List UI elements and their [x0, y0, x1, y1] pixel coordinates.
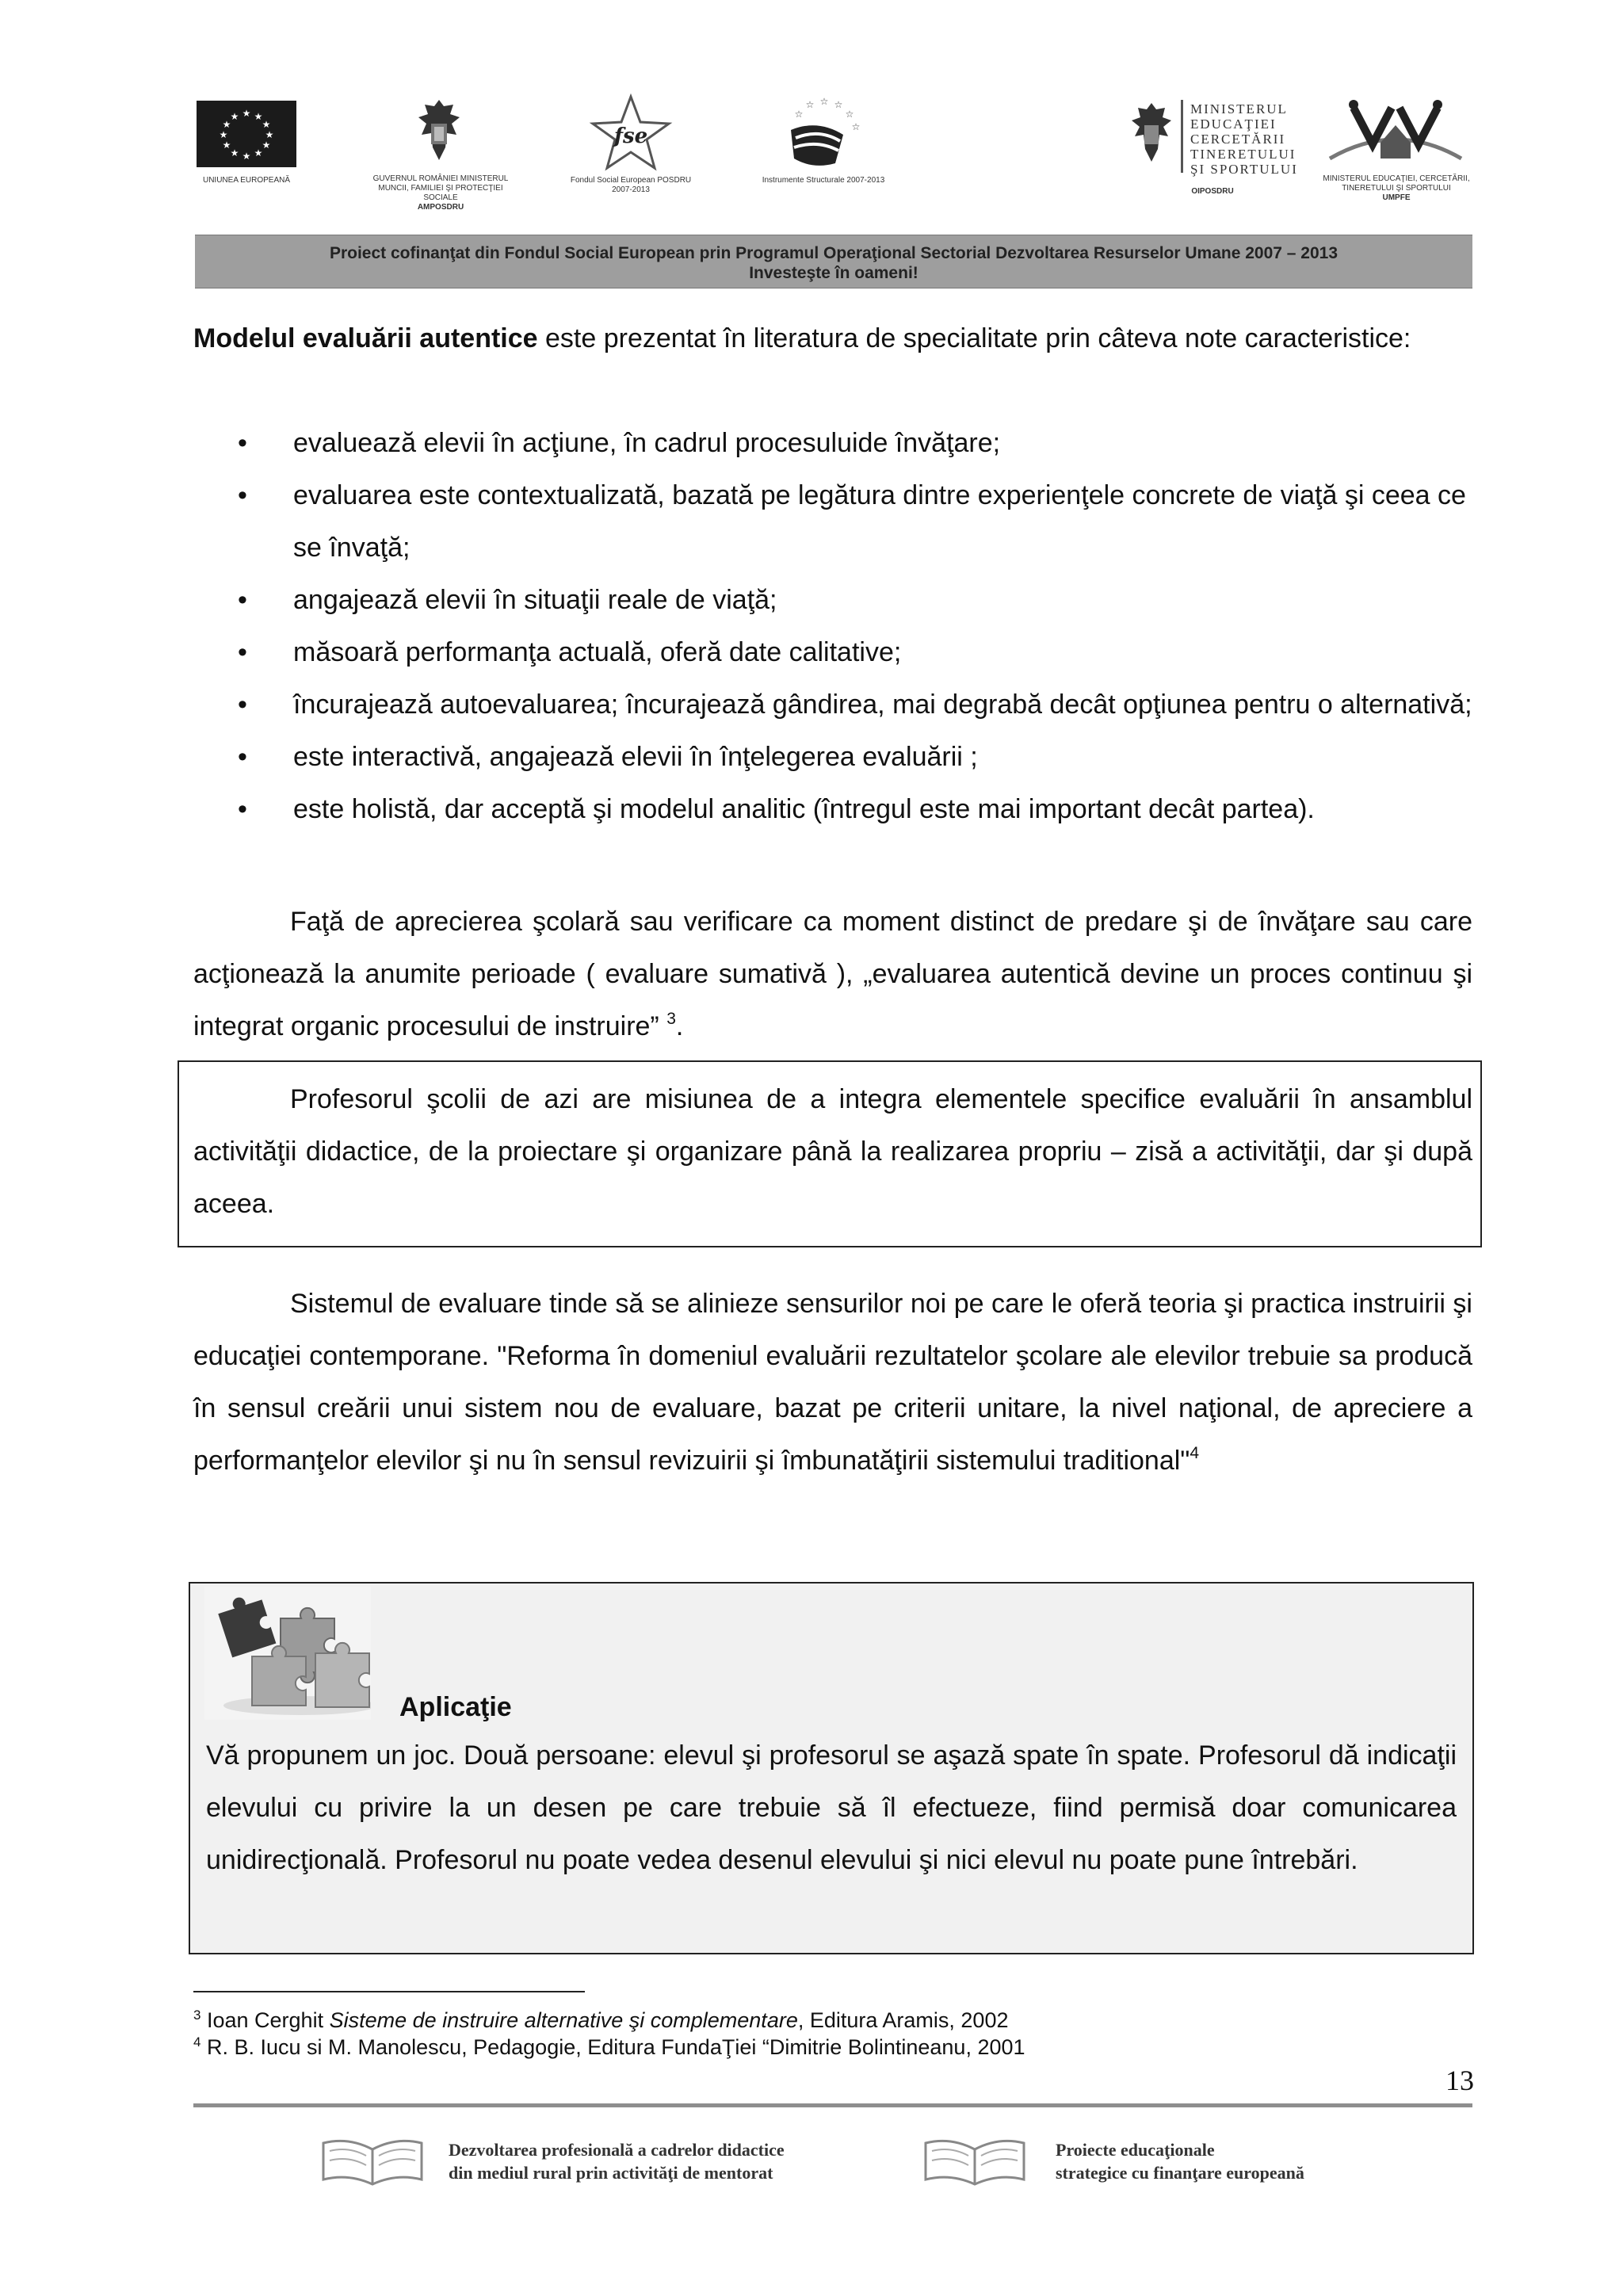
list-item: • încurajează autoevaluarea; încurajează gândirea, mai degrabă decât opţiunea pentru o alternativă; [238, 678, 1474, 731]
puzzle-pieces-icon [204, 1587, 371, 1720]
list-item: • evaluează elevii în acţiune, în cadrul procesuluide învăţare; [238, 417, 1474, 469]
paragraph-authentic-evaluation: Faţă de aprecierea şcolară sau verificare ca moment distinct de predare şi de învăţare sau care acţionează la anumite perioade ( evaluare sumativă ), „evaluarea autentică devine un proces continuu şi integrat organic procesului de instruire” $^3$. [193, 907, 1472, 1041]
highlight-box-text: Profesorul şcolii de azi are misiunea de a integra elementele specifice evaluării în ansamblul activităţii didactice, de la proiectare şi organizare până la realizarea propriu – zisă a activităţii, dar şi după aceea. [193, 1084, 1472, 1219]
footnote-3-title: Sisteme de instruire alternative şi complementare [329, 2008, 798, 2032]
open-book-left-icon [317, 2134, 428, 2189]
footnote-3: $^3$ Ioan Cerghit Sisteme de instruire alternative şi complementare, Editura Aramis, 2002 [193, 2008, 1009, 2032]
romania-coat-of-arms-icon [412, 97, 466, 170]
svg-text:★: ★ [265, 129, 274, 140]
svg-text:★: ★ [230, 111, 239, 122]
ministry-coat-of-arms-icon [1128, 100, 1174, 168]
eu-flag-logo [197, 101, 296, 167]
svg-text:★: ★ [219, 129, 228, 140]
intro-bold-term: Modelul evaluării autentice [193, 323, 538, 353]
svg-text:★: ★ [254, 147, 263, 159]
footer-left-text: Dezvoltarea profesională a cadrelor didactice din mediul rural prin activităţi de mentorat [449, 2140, 785, 2183]
application-text: Vă propunem un joc. Două persoane: elevul şi profesorul se aşază spate în spate. Profesorul dă indicaţii elevului cu privire la un desen pe care trebuie să îl efectueze, fiind permisă doar comunicarea unidirecţională. Profesorul nu poate vedea desenul elevului şi nici elevul nu poate pune întrebări. [206, 1740, 1457, 1875]
svg-text:★: ★ [242, 151, 251, 162]
svg-text:★: ★ [262, 119, 271, 130]
puzzle-image [204, 1587, 371, 1720]
list-item: • evaluarea este contextualizată, bazată pe legătura dintre experienţele concrete de viaţă şi ceea ce se învaţă; [238, 469, 1474, 574]
fse-mark: fse [613, 124, 648, 148]
svg-text:★: ★ [222, 139, 231, 151]
svg-text:★: ★ [222, 119, 231, 130]
svg-text:★: ★ [254, 111, 263, 122]
instrumente-caption: Instrumente Structurale 2007-2013 [762, 176, 885, 185]
oiposdru-caption: OIPOSDRU [1191, 187, 1234, 196]
footer-right-text: Proiecte educaţionale strategice cu finanţare europeană [1056, 2140, 1304, 2183]
application-title: Aplicaţie [399, 1692, 512, 1722]
svg-text:☆: ☆ [819, 97, 829, 107]
svg-text:☆: ☆ [851, 121, 861, 132]
svg-text:☆: ☆ [805, 99, 815, 110]
umpfe-caption: MINISTERUL EDUCAŢIEI, CERCETĂRII, TINERETULUI ŞI SPORTULUI UMPFE [1323, 174, 1470, 202]
footnote-ref-3: 3 [666, 1010, 676, 1028]
page-number: 13 [1445, 2065, 1474, 2096]
fse-star-logo-icon [586, 94, 675, 173]
paragraph-evaluation-system: Sistemul de evaluare tinde să se alinieze sensurilor noi pe care le oferă teoria şi practica instruirii şi educaţiei contemporane. "Reforma în domeniul evaluării rezultatelor şcolare ale elevilor trebuie sa producă în sensul creării unui sistem nou de evaluare, bazat pe criterii unitare, la nivel naţional, de apreciere a performanţelor elevilor şi nu în sensul revizuirii şi îmbunatăţirii sistemului traditional"$^4$ [193, 1289, 1472, 1476]
list-item: • este holistă, dar acceptă şi modelul analitic (întregul este mai important decât partea). [238, 783, 1474, 835]
footer-rule [193, 2103, 1472, 2107]
banner-line-1: Proiect cofinanţat din Fondul Social European prin Programul Operaţional Sectorial Dezvoltarea Resurselor Umane 2007 – 2013 [329, 244, 1338, 262]
list-item: • măsoară performanţa actuală, oferă date calitative; [238, 626, 1474, 678]
eu-stars-icon [197, 101, 296, 167]
umpfe-logo-icon [1322, 97, 1469, 173]
eu-caption: UNIUNEA EUROPEANĂ [202, 176, 291, 185]
svg-text:☆: ☆ [845, 109, 854, 120]
svg-text:★: ★ [242, 108, 251, 119]
banner-line-2: Investeşte în oameni! [749, 264, 918, 282]
characteristics-list [238, 417, 1474, 835]
footnote-ref-4: 4 [1190, 1444, 1200, 1462]
svg-text:☆: ☆ [794, 109, 804, 120]
intro-paragraph [193, 312, 1472, 365]
list-item: • angajează elevii în situaţii reale de viaţă; [238, 574, 1474, 626]
svg-text:☆: ☆ [834, 99, 843, 110]
footnote-separator [193, 1991, 585, 1992]
open-book-right-icon [919, 2134, 1030, 2189]
instrumente-structurale-logo-icon [778, 97, 865, 173]
footnote-4: $^4$ R. B. Iucu si M. Manolescu, Pedagogie, Editura FundaŢiei “Dimitrie Bolintineanu, 2001 [193, 2034, 1025, 2059]
intro-text: este prezentat în literatura de specialitate prin câteva note caracteristice: [537, 323, 1411, 353]
svg-text:★: ★ [262, 139, 271, 151]
project-banner [195, 235, 1472, 288]
list-item: • este interactivă, angajează elevii în înţelegerea evaluării ; [238, 731, 1474, 783]
fse-caption: Fondul Social European POSDRU 2007-2013 [570, 176, 692, 194]
gov-caption: GUVERNUL ROMÂNIEI MINISTERUL MUNCII, FAMILIEI ŞI PROTECŢIEI SOCIALE AMPOSDRU [372, 174, 509, 212]
ministry-name: MINISTERUL EDUCAŢIEI CERCETĂRII TINERETULUI ŞI SPORTULUI [1190, 101, 1298, 177]
svg-text:★: ★ [230, 147, 239, 159]
ministry-divider [1181, 100, 1183, 173]
